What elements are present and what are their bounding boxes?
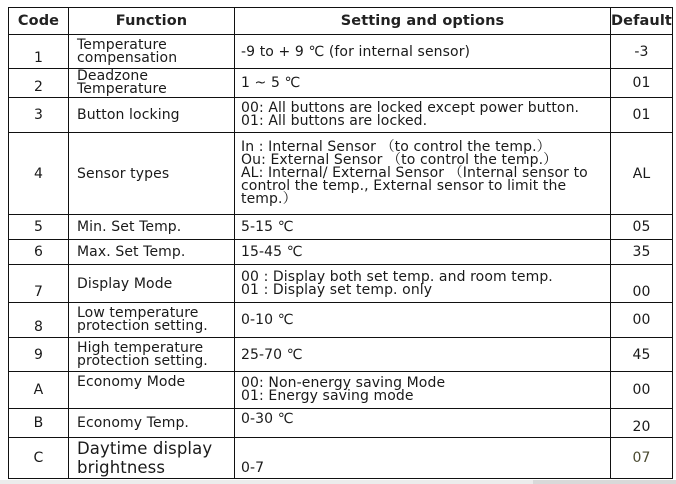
setting-cell <box>235 338 611 372</box>
setting-line: 25-70 ℃ <box>241 346 303 363</box>
code-cell: 9 <box>9 338 69 372</box>
function-line: High temperature <box>77 339 204 356</box>
function-cell <box>69 69 235 98</box>
code-cell: 7 <box>9 265 69 303</box>
setting-line: 01: All buttons are locked. <box>241 113 428 129</box>
table-row <box>9 303 673 338</box>
setting-line: 00 : Display both set temp. and room temp. <box>241 268 553 285</box>
function-cell <box>69 240 235 265</box>
function-line: compensation <box>77 49 178 66</box>
table-row <box>9 215 673 240</box>
setting-line: 0-7 <box>241 460 265 476</box>
function-line: Button locking <box>77 107 180 123</box>
function-line: Economy Temp. <box>77 415 189 431</box>
function-line: brightness <box>77 458 166 477</box>
function-cell <box>69 98 235 133</box>
table-row <box>9 133 673 215</box>
setting-cell <box>235 69 611 98</box>
setting-line: 00: Non-energy saving Mode <box>241 375 446 391</box>
code-cell: 2 <box>9 69 69 98</box>
setting-line: 01 : Display set temp. only <box>241 281 433 298</box>
page-bottom-band-right <box>533 480 676 484</box>
default-cell: 07 <box>611 438 673 479</box>
function-line: Display Mode <box>77 275 173 292</box>
function-line: Economy Mode <box>77 374 186 390</box>
setting-line: 0-30 ℃ <box>241 411 294 427</box>
setting-line: control the temp., External sensor to limit the <box>241 178 567 194</box>
default-cell: AL <box>611 133 673 215</box>
function-line: Temperature <box>77 81 167 97</box>
header-default: Default <box>611 8 673 35</box>
setting-cell <box>235 215 611 240</box>
code-cell: 5 <box>9 215 69 240</box>
table-row <box>9 69 673 98</box>
code-cell: 1 <box>9 35 69 69</box>
function-line: protection setting. <box>77 318 208 334</box>
default-cell: 00 <box>611 372 673 409</box>
function-line: Low temperature <box>77 305 199 321</box>
page-bottom-band <box>0 480 676 484</box>
setting-line: In : Internal Sensor （to control the temp.） <box>241 139 551 155</box>
function-cell <box>69 133 235 215</box>
function-cell <box>69 265 235 303</box>
table-row <box>9 98 673 133</box>
function-line: Daytime display <box>77 439 213 458</box>
function-cell <box>69 409 235 438</box>
setting-line: temp.） <box>241 191 297 207</box>
function-cell <box>69 438 235 479</box>
function-line: Sensor types <box>77 165 170 182</box>
setting-cell <box>235 265 611 303</box>
default-cell: 45 <box>611 338 673 372</box>
table-row <box>9 372 673 409</box>
setting-cell <box>235 372 611 409</box>
default-cell: 01 <box>611 98 673 133</box>
function-cell <box>69 338 235 372</box>
setting-cell <box>235 409 611 438</box>
function-cell <box>69 372 235 409</box>
code-cell: B <box>9 409 69 438</box>
setting-line: AL: Internal/ External Sensor （Internal sensor to <box>241 165 588 181</box>
setting-line: -9 to + 9 ℃ (for internal sensor) <box>241 43 471 60</box>
setting-line: Ou: External Sensor （to control the temp.） <box>241 152 558 168</box>
setting-line: 0-10 ℃ <box>241 312 294 328</box>
setting-cell <box>235 240 611 265</box>
code-cell: C <box>9 438 69 479</box>
function-line: Min. Set Temp. <box>77 219 182 235</box>
code-cell: 3 <box>9 98 69 133</box>
table-row <box>9 338 673 372</box>
setting-line: 1 ~ 5 ℃ <box>241 75 301 91</box>
setting-line: 5-15 ℃ <box>241 219 294 235</box>
function-line: Deadzone <box>77 68 149 84</box>
default-cell: 00 <box>611 265 673 303</box>
default-cell: 05 <box>611 215 673 240</box>
header-function: Function <box>69 8 235 35</box>
setting-line: 15-45 ℃ <box>241 244 303 260</box>
header-setting: Setting and options <box>235 8 611 35</box>
function-cell <box>69 303 235 338</box>
setting-cell <box>235 133 611 215</box>
table-header-row <box>9 8 673 35</box>
function-line: protection setting. <box>77 352 208 369</box>
default-cell: 01 <box>611 69 673 98</box>
setting-cell <box>235 35 611 69</box>
code-cell: 4 <box>9 133 69 215</box>
default-cell: 20 <box>611 409 673 438</box>
function-line: Temperature <box>77 36 167 53</box>
table-row <box>9 35 673 69</box>
setting-line: 01: Energy saving mode <box>241 388 414 404</box>
function-cell <box>69 35 235 69</box>
table-row <box>9 265 673 303</box>
code-cell: A <box>9 372 69 409</box>
code-cell: 8 <box>9 303 69 338</box>
default-cell: 00 <box>611 303 673 338</box>
default-cell: -3 <box>611 35 673 69</box>
function-cell <box>69 215 235 240</box>
setting-cell <box>235 303 611 338</box>
default-cell: 35 <box>611 240 673 265</box>
setting-line: 00: All buttons are locked except power button. <box>241 100 580 116</box>
function-line: Max. Set Temp. <box>77 244 186 260</box>
header-code: Code <box>9 8 69 35</box>
parameter-table <box>8 7 673 479</box>
table-row <box>9 409 673 438</box>
code-cell: 6 <box>9 240 69 265</box>
setting-cell <box>235 98 611 133</box>
table-row <box>9 240 673 265</box>
table-row <box>9 438 673 479</box>
setting-cell <box>235 438 611 479</box>
